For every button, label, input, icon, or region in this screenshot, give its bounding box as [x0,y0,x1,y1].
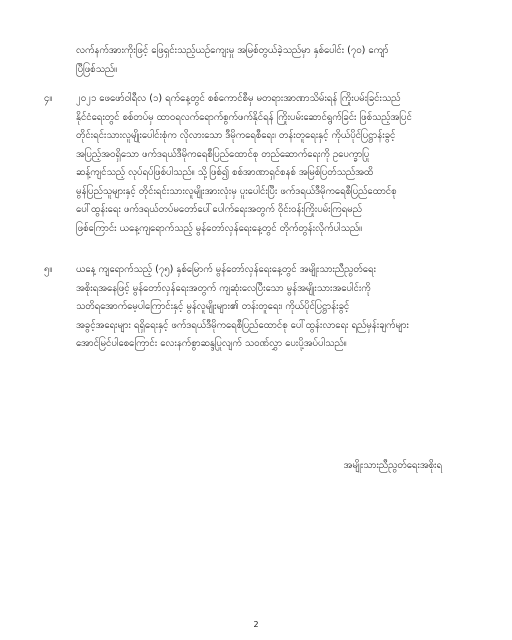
text-line: ဆန့်ကျင်သည့် လုပ်ရပ်ဖြစ်ပါသည်။ သို့ဖြစ်၍ စစ်အာဏာရှင်စနစ် အမြစ်ပြတ်သည်အထိ [76,167,374,178]
text-line: အောင်မြင်ပါစေကြောင်း လေးနက်စွာဆန္ဒပြုလျက် သဝဏ်လွှာ ပေးပို့အပ်ပါသည်။ [76,338,347,349]
text-line: အခွင့်အရေးများ ရရှိရေးနှင့် ဖက်ဒရယ်ဒီမိုကရေစီပြည်ထောင်စု ပေါ်ထွန်းလာရေး ရည်မှန်းချက်များ [76,319,409,331]
text-line: အစိုးရအနေဖြင့် မွန်တော်လှန်ရေးအတွက် ကျဆုံးလေပြီးသော မွန်အမျိုးသားအပေါင်းကို [76,282,371,294]
text-line: ၂၀၂၁ ဖေဖော်ဝါရီလ (၁) ရက်နေ့တွင် စစ်ကောင်စီမှ မတရားအာဏာသိမ်းရန် ကြိုးပမ်းခြင်းသည် [76,93,401,104]
text-line: တိုင်းရင်းသားလူမျိုးပေါင်းစုံက လိုလားသော ဒီမိုကရေစီရေး၊ တန်းတူရေးနှင့် ကိုယ်ပိုင်ပြဋ္ဌာန်းခွင့် [76,130,396,141]
paragraph-5 [76,261,452,354]
text-line: ဖြစ်ကြောင်း ယနေ့ကျရောက်သည့် မွန်တော်လှန်ရေးနေ့တွင် တိုက်တွန်းလိုက်ပါသည်။ [76,222,363,234]
text-line: နိုင်ငံရေးတွင် စစ်တပ်မှ ထာဝရလက်ရောက်စွက်ဖက်နိုင်ရန် ကြိုးပမ်းဆောင်ရွက်ခြင်း ဖြစ်သည့်အပြင် [76,111,412,123]
paragraph-number: ၅။ [44,264,53,275]
text-line: ပေါ်ထွန်းရေး ဖက်ဒရယ်တပ်မတော်ပေါ်ပေါက်ရေးအတွက် ဝိုင်းဝန်းကြိုးပမ်းကြရမည် [76,204,362,215]
text-line: လက်နက်အားကိုးဖြင့် ဖြေရှင်းသည့်ယဉ်ကျေးမှု အမြစ်တွယ်ခဲ့သည်မှာ နှစ်ပေါင်း (၇၀) ကျော် [76,45,389,56]
page-number: 2 [253,620,259,629]
text-line: ပြီဖြစ်သည်။ [76,63,118,75]
text-line: မွန်ပြည်သူများနှင့် တိုင်းရင်းသားလူမျိုးအားလုံးမှ ပူးပေါင်းပြီး ဖက်ဒရယ်ဒီမိုကရေစီပြည်ထောင်စု [76,185,397,197]
text-line: ယနေ့ ကျရောက်သည့် (၇၅) နှစ်မြောက် မွန်တော်လှန်ရေးနေ့တွင် အမျိုးသားညီညွတ်ရေး [76,264,376,275]
paragraph-number: ၄။ [44,93,53,104]
intro-paragraph [76,42,452,79]
paragraph-4 [76,90,452,238]
text-line: အပြည့်အဝရှိသော ဖက်ဒရယ်ဒီမိုကရေစီပြည်ထောင်စု တည်ဆောက်ရေးကို ဥပေက္ခာပြု [76,148,370,160]
text-line: သတိရအောက်မေ့ပါကြောင်းနှင့် မွန်လူမျိုးများ၏ တန်းတူရေး၊ ကိုယ်ပိုင်ပြဋ္ဌာန်းခွင့် [76,301,350,312]
signature: အမျိုးသားညီညွတ်ရေးအစိုးရ [343,460,442,471]
